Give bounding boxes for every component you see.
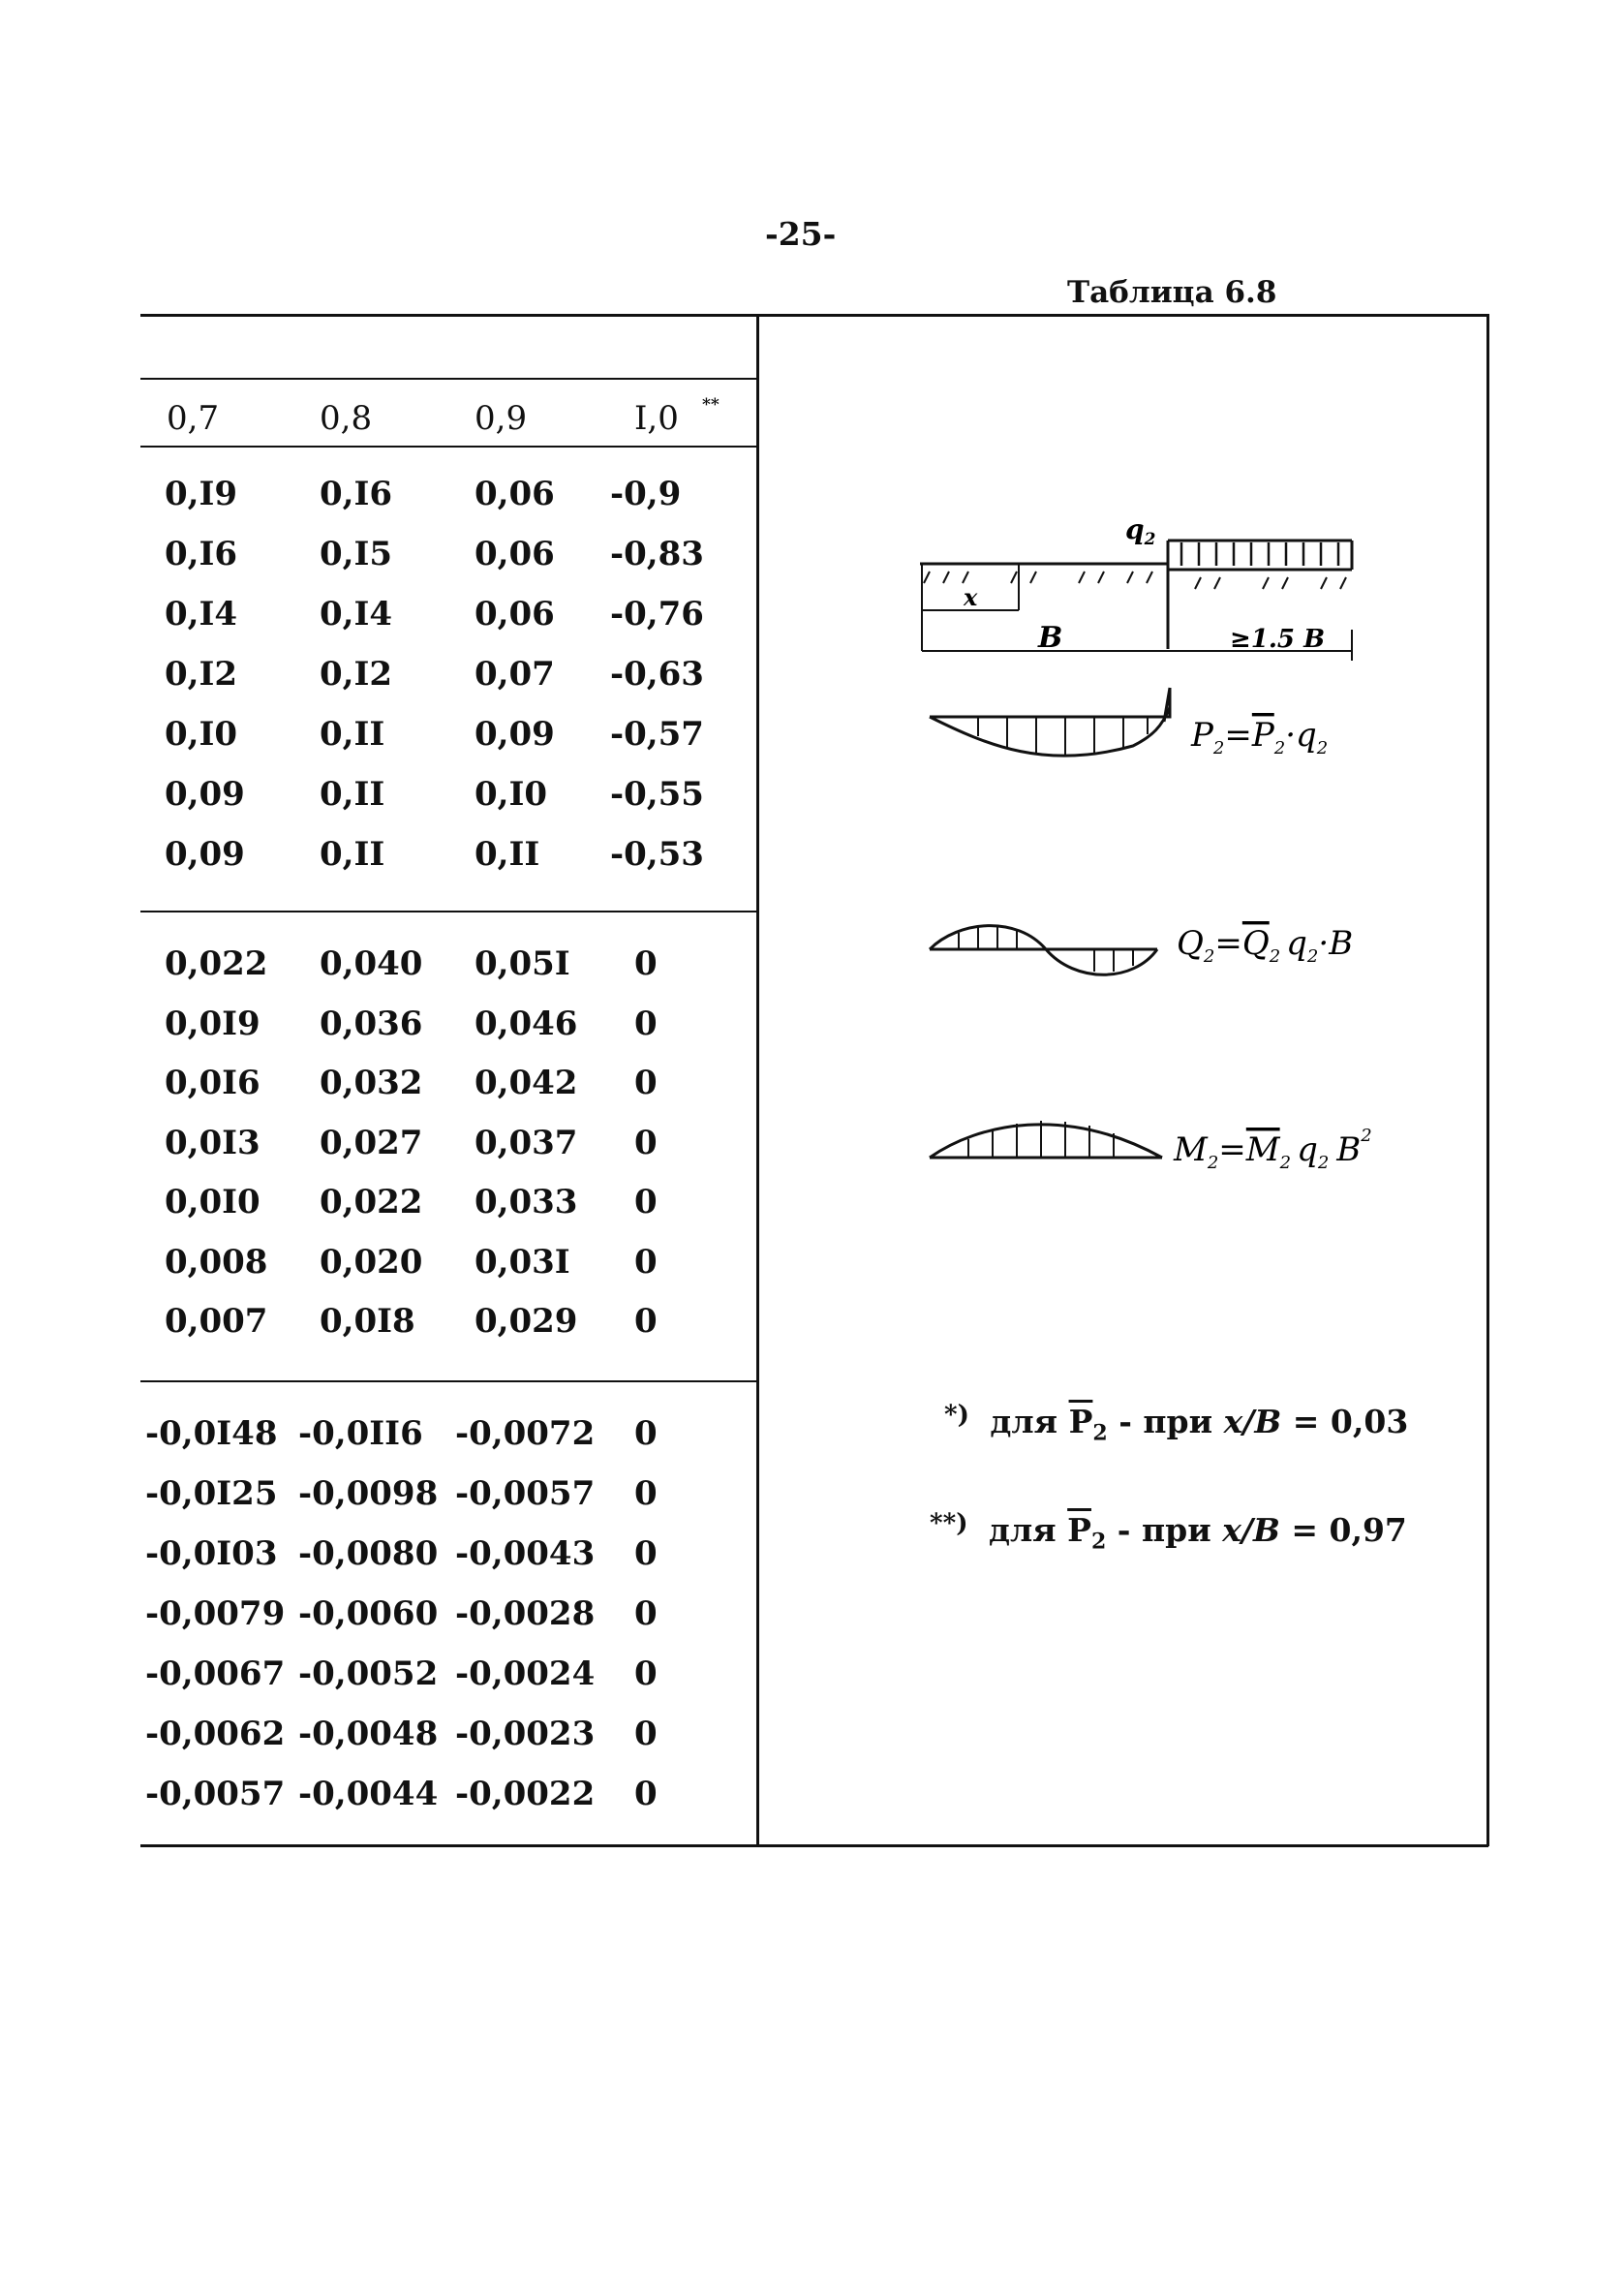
- table-cell: 0,09: [475, 715, 555, 754]
- table-cell: -0,0052: [298, 1654, 439, 1693]
- shear-diagram: [920, 906, 1365, 993]
- table-cell: 0,I6: [165, 535, 238, 573]
- table-cell: 0: [634, 1654, 658, 1693]
- pressure-diagram: [920, 697, 1365, 794]
- table-cell: 0,040: [320, 944, 423, 983]
- table-cell: -0,83: [610, 535, 704, 573]
- table-cell: 0,032: [320, 1064, 423, 1102]
- table-cell: 0,I4: [320, 595, 393, 634]
- footnote-1-dash: -: [1118, 1403, 1132, 1440]
- table-cell: 0,07: [475, 655, 555, 694]
- footnote-1-when: при: [1143, 1403, 1213, 1440]
- load-dim-label: ≥1.5 B: [1230, 625, 1326, 654]
- footnote-2-symbol-sub: 2: [1090, 1529, 1107, 1555]
- header-col-3: 0,9: [475, 399, 528, 438]
- table-cell: 0,I4: [165, 595, 238, 634]
- footnote-2-value: 0,97: [1329, 1511, 1407, 1549]
- table-cell: 0: [634, 1474, 658, 1513]
- table-cell: 0,008: [165, 1242, 268, 1282]
- header-upper-rule: [140, 378, 758, 380]
- table-cell: -0,0060: [298, 1594, 439, 1633]
- table-cell: 0,0I3: [165, 1123, 260, 1162]
- table-cell: -0,53: [610, 835, 704, 874]
- table-cell: -0,0I03: [145, 1534, 278, 1573]
- table-cell: -0,0I48: [145, 1414, 278, 1453]
- shear-formula: $Q_2=Q_2$ $q_2\cdot B$: [1177, 924, 1354, 967]
- footnote-2-dash: -: [1117, 1511, 1131, 1549]
- table-cell: 0,06: [475, 535, 555, 573]
- header-lower-rule: [140, 446, 758, 448]
- table-cell: 0,II: [320, 835, 385, 874]
- table-cell: 0: [634, 1242, 658, 1282]
- footnote-1-text: для: [990, 1403, 1058, 1440]
- header-col-1: 0,7: [167, 399, 220, 438]
- table-cell: 0,007: [165, 1302, 268, 1341]
- load-x-label: x: [964, 583, 978, 611]
- table-cell: -0,0080: [298, 1534, 439, 1573]
- table-cell: 0,I9: [165, 475, 238, 513]
- table-cell: 0,I2: [320, 655, 393, 694]
- footnote-2-text: для: [989, 1511, 1057, 1549]
- table-cell: 0,I0: [165, 715, 238, 754]
- table-cell: -0,55: [610, 775, 704, 814]
- table-cell: -0,0057: [145, 1775, 286, 1813]
- table-cell: 0,I6: [320, 475, 393, 513]
- group-separator-1: [140, 911, 758, 912]
- table-right-border: [1486, 314, 1489, 1846]
- moment-diagram: [920, 1095, 1372, 1191]
- table-cell: -0,0057: [455, 1474, 596, 1513]
- moment-formula: $M_2=M_2$ $q_2$ $B^2$: [1174, 1126, 1372, 1173]
- table-cell: 0,I0: [475, 775, 548, 814]
- table-cell: -0,0044: [298, 1775, 439, 1813]
- table-cell: 0,06: [475, 595, 555, 634]
- table-cell: 0,042: [475, 1064, 578, 1102]
- table-cell: 0,046: [475, 1004, 578, 1043]
- footnote-2-mark: **): [930, 1509, 968, 1538]
- footnote-2: [930, 1511, 1407, 1555]
- page-number: -25-: [765, 215, 837, 253]
- table-cell: -0,0098: [298, 1474, 439, 1513]
- table-cell: 0: [634, 1594, 658, 1633]
- table-cell: 0,09: [165, 775, 245, 814]
- table-cell: 0,022: [165, 944, 268, 983]
- table-cell: 0: [634, 1004, 658, 1043]
- load-q-label: $q_2$: [1125, 513, 1156, 549]
- table-cell: -0,0067: [145, 1654, 286, 1693]
- table-cell: 0,020: [320, 1242, 423, 1282]
- table-cell: 0,036: [320, 1004, 423, 1043]
- table-cell: 0: [634, 1715, 658, 1753]
- table-cell: -0,57: [610, 715, 704, 754]
- table-cell: 0,03I: [475, 1242, 570, 1282]
- table-cell: 0: [634, 1534, 658, 1573]
- table-cell: 0: [634, 1414, 658, 1453]
- footnote-1-symbol: $\overline{P}$: [1068, 1403, 1093, 1440]
- table-cell: 0: [634, 1183, 658, 1221]
- table-cell: 0,II: [320, 715, 385, 754]
- table-cell: 0,027: [320, 1123, 423, 1162]
- table-cell: 0,I5: [320, 535, 393, 573]
- footnote-1-eq: =: [1292, 1403, 1320, 1440]
- table-cell: -0,0028: [455, 1594, 596, 1633]
- footnote-2-symbol: $\overline{P}$: [1067, 1511, 1091, 1549]
- header-col-2: 0,8: [320, 399, 373, 438]
- footnote-1-mark: *): [944, 1401, 969, 1430]
- table-cell: 0,029: [475, 1302, 578, 1341]
- table-bottom-rule: [140, 1844, 1488, 1847]
- table-cell: -0,0062: [145, 1715, 286, 1753]
- table-cell: -0,63: [610, 655, 704, 694]
- table-cell: 0,0I6: [165, 1064, 260, 1102]
- table-cell: -0,0048: [298, 1715, 439, 1753]
- table-cell: 0: [634, 1775, 658, 1813]
- header-col-4-mark: **: [702, 395, 720, 415]
- table-cell: 0,II: [475, 835, 540, 874]
- table-cell: 0,022: [320, 1183, 423, 1221]
- footnote-2-ratio: x/B: [1222, 1511, 1280, 1549]
- table-cell: 0,I2: [165, 655, 238, 694]
- footnote-1: [944, 1403, 1408, 1446]
- table-cell: 0,06: [475, 475, 555, 513]
- header-col-4: I,0: [634, 399, 679, 438]
- table-cell: -0,0024: [455, 1654, 596, 1693]
- table-cell: 0: [634, 944, 658, 983]
- load-scheme-diagram: [910, 513, 1375, 668]
- table-cell: -0,0079: [145, 1594, 286, 1633]
- table-cell: -0,0II6: [298, 1414, 423, 1453]
- table-cell: 0,0I9: [165, 1004, 260, 1043]
- table-cell: 0,05I: [475, 944, 570, 983]
- table-cell: -0,76: [610, 595, 704, 634]
- table-cell: 0: [634, 1123, 658, 1162]
- group-separator-2: [140, 1380, 758, 1382]
- table-cell: -0,0023: [455, 1715, 596, 1753]
- table-cell: -0,0043: [455, 1534, 596, 1573]
- table-cell: 0,0I8: [320, 1302, 415, 1341]
- table-cell: 0: [634, 1064, 658, 1102]
- table-caption: Таблица 6.8: [1067, 275, 1277, 310]
- table-cell: -0,0022: [455, 1775, 596, 1813]
- footnote-1-value: 0,03: [1330, 1403, 1409, 1440]
- footnote-2-when: при: [1142, 1511, 1211, 1549]
- table-cell: 0,0I0: [165, 1183, 260, 1221]
- table-cell: 0,033: [475, 1183, 578, 1221]
- table-cell: 0,09: [165, 835, 245, 874]
- table-divider-vertical: [756, 314, 759, 1846]
- footnote-1-ratio: x/B: [1223, 1403, 1282, 1440]
- table-top-rule: [140, 314, 1488, 317]
- pressure-formula: $P_2=P_2\cdot q_2$: [1191, 716, 1329, 758]
- load-b-label: B: [1038, 621, 1063, 655]
- table-cell: 0,II: [320, 775, 385, 814]
- table-cell: 0: [634, 1302, 658, 1341]
- table-cell: -0,0072: [455, 1414, 596, 1453]
- table-cell: -0,0I25: [145, 1474, 278, 1513]
- table-cell: 0,037: [475, 1123, 578, 1162]
- footnote-1-symbol-sub: 2: [1092, 1420, 1108, 1446]
- footnote-2-eq: =: [1291, 1511, 1318, 1549]
- table-cell: -0,9: [610, 475, 682, 513]
